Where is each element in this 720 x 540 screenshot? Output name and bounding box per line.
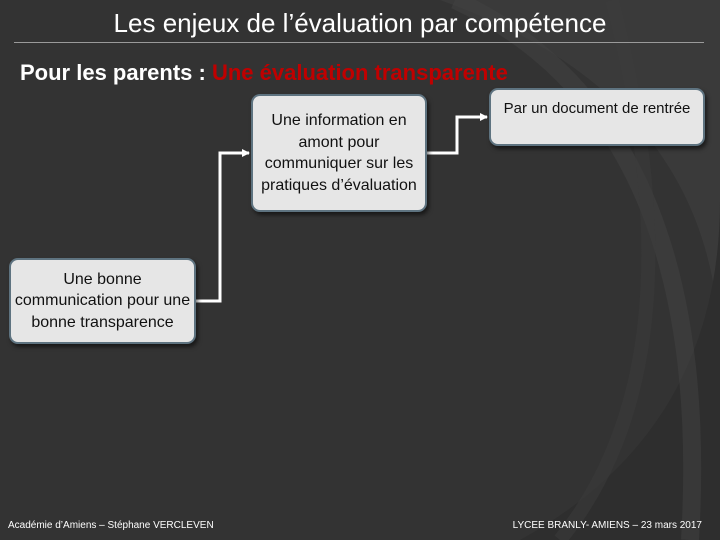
subtitle-lead: Pour les parents : xyxy=(20,60,212,85)
footer-event: LYCEE BRANLY- AMIENS – 23 mars 2017 xyxy=(512,520,702,531)
node-document xyxy=(489,88,705,146)
node-document-label: Par un document de rentrée xyxy=(503,100,691,117)
node-communication-label: Une bonne communication pour une bonne transparence xyxy=(14,270,191,331)
footer-author: Académie d’Amiens – Stéphane VERCLEVEN xyxy=(8,520,214,531)
slide-title: Les enjeux de l’évaluation par compétence xyxy=(113,8,607,38)
node-information-label: Une information en amont pour communiquer sur les pratiques d’évaluation xyxy=(261,112,417,194)
node-information xyxy=(251,94,427,212)
node-communication xyxy=(9,258,196,344)
connector-middle-to-right xyxy=(427,117,487,153)
connector-left-to-middle xyxy=(195,153,249,301)
subtitle-accent: Une évaluation transparente xyxy=(211,60,508,85)
